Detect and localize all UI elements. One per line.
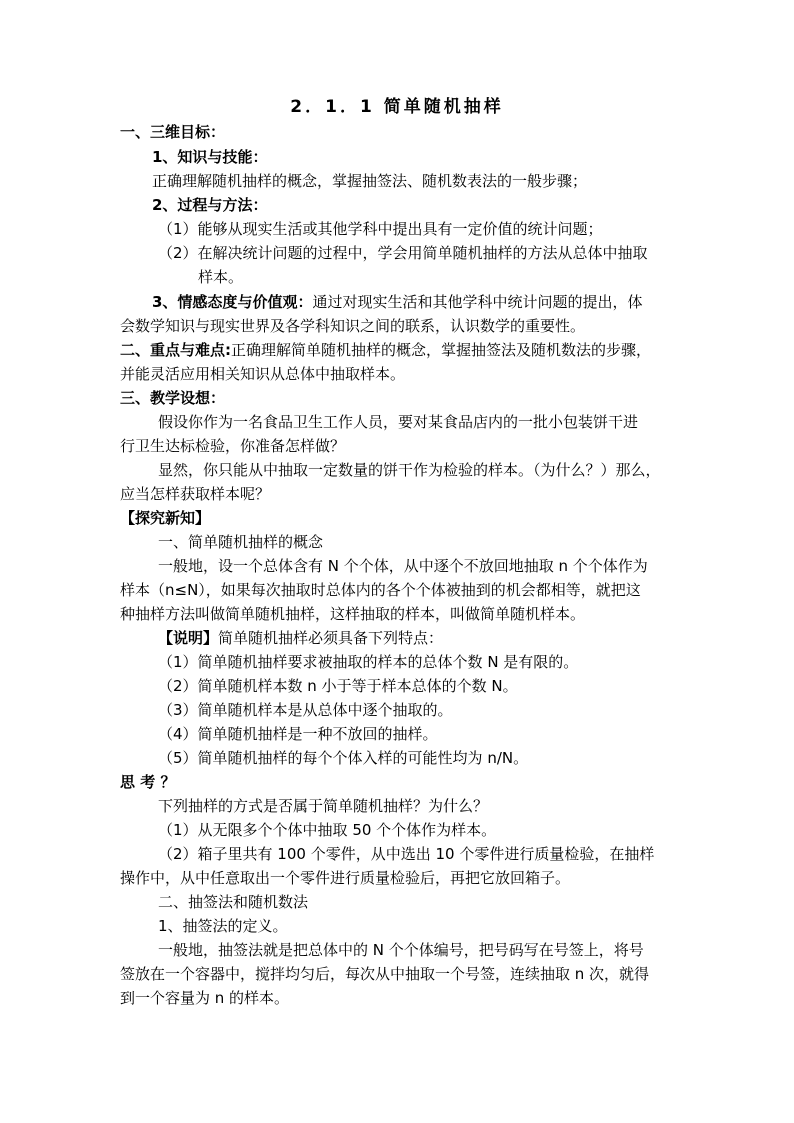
lottery-subheading: 1、抽签法的定义。 [158,917,288,935]
feature-item-5: （5）简单随机抽样的每个个体入样的可能性均为 n/N。 [158,749,529,767]
lottery-line-2: 签放在一个容器中，搅拌均匀后，每次从中抽取一个号签，连续抽取 n 次，就得 [120,965,650,983]
section-2-text: 正确理解简单随机抽样的概念，掌握抽签法及随机数法的步骤， [231,341,652,359]
think-item-2-cont: 操作中，从中任意取出一个零件进行质量检验后，再把它放回箱子。 [120,869,571,887]
section-2-line-1 [120,339,651,361]
attitude-heading: 3、情感态度与价值观： [152,293,313,311]
feature-item-3: （3）简单随机样本是从总体中逐个抽取的。 [158,701,453,719]
think-heading: 思 考 ？ [120,773,176,791]
think-item-2: （2）箱子里共有 100 个零件，从中选出 10 个零件进行质量检验，在抽样 [158,845,655,863]
scenario-line-1: 假设你作为一名食品卫生工作人员，要对某食品店内的一批小包装饼干进 [158,413,639,431]
think-item-1: （1）从无限多个个体中抽取 50 个个体作为样本。 [158,821,497,839]
section-2-heading: 二、重点与难点: [120,341,231,359]
definition-line-2: 样本（n≤N），如果每次抽取时总体内的各个个体被抽到的机会都相等，就把这 [120,581,641,599]
methods-subheading: 二、抽签法和随机数法 [158,893,309,911]
process-item-2: （2）在解决统计问题的过程中，学会用简单随机抽样的方法从总体中抽取 [158,244,648,262]
scenario-line-3: 显然，你只能从中抽取一定数量的饼干作为检验的样本。（为什么？）那么， [158,461,661,479]
think-question: 下列抽样的方式是否属于简单随机抽样？为什么？ [158,797,489,815]
lottery-line-3: 到一个容量为 n 的样本。 [120,989,290,1007]
process-item-1: （1）能够从现实生活或其他学科中提出具有一定价值的统计问题； [158,220,603,238]
process-heading: 2、过程与方法： [152,196,268,214]
attitude-text: 通过对现实生活和其他学科中统计问题的提出，体 [312,293,643,311]
knowledge-heading: 1、知识与技能： [152,148,268,166]
section-2-line-2: 并能灵活应用相关知识从总体中抽取样本。 [120,365,406,383]
definition-line-1: 一般地，设一个总体含有 N 个个体，从中逐个不放回地抽取 n 个个体作为 [158,557,648,575]
definition-line-3: 种抽样方法叫做简单随机抽样，这样抽取的样本，叫做简单随机样本。 [120,605,586,623]
feature-item-2: （2）简单随机样本数 n 小于等于样本总体的个数 N。 [158,677,518,695]
process-item-2-cont: 样本。 [198,268,244,286]
scenario-line-4: 应当怎样获取样本呢？ [120,485,271,503]
note-text: 简单随机抽样必须具备下列特点： [218,629,444,647]
page-title: 2．1．1 简单随机抽样 [290,97,504,117]
section-1-heading: 一、三维目标： [120,123,226,141]
note-line [158,627,443,649]
note-heading: 【说明】 [158,629,219,647]
concept-subheading: 一、简单随机抽样的概念 [158,533,324,551]
attitude-line-1 [152,291,642,313]
section-3-heading: 三、教学设想： [120,389,226,407]
feature-item-1: （1）简单随机抽样要求被抽取的样本的总体个数 N 是有限的。 [158,653,579,671]
explore-heading: 【探究新知】 [120,509,211,527]
lottery-line-1: 一般地，抽签法就是把总体中的 N 个个体编号，把号码写在号签上，将号 [158,941,644,959]
knowledge-text: 正确理解随机抽样的概念，掌握抽签法、随机数表法的一般步骤； [152,172,588,190]
feature-item-4: （4）简单随机抽样是一种不放回的抽样。 [158,725,438,743]
attitude-line-2: 会数学知识与现实世界及各学科知识之间的联系，认识数学的重要性。 [120,317,586,335]
scenario-line-2: 行卫生达标检验，你准备怎样做？ [120,437,346,455]
